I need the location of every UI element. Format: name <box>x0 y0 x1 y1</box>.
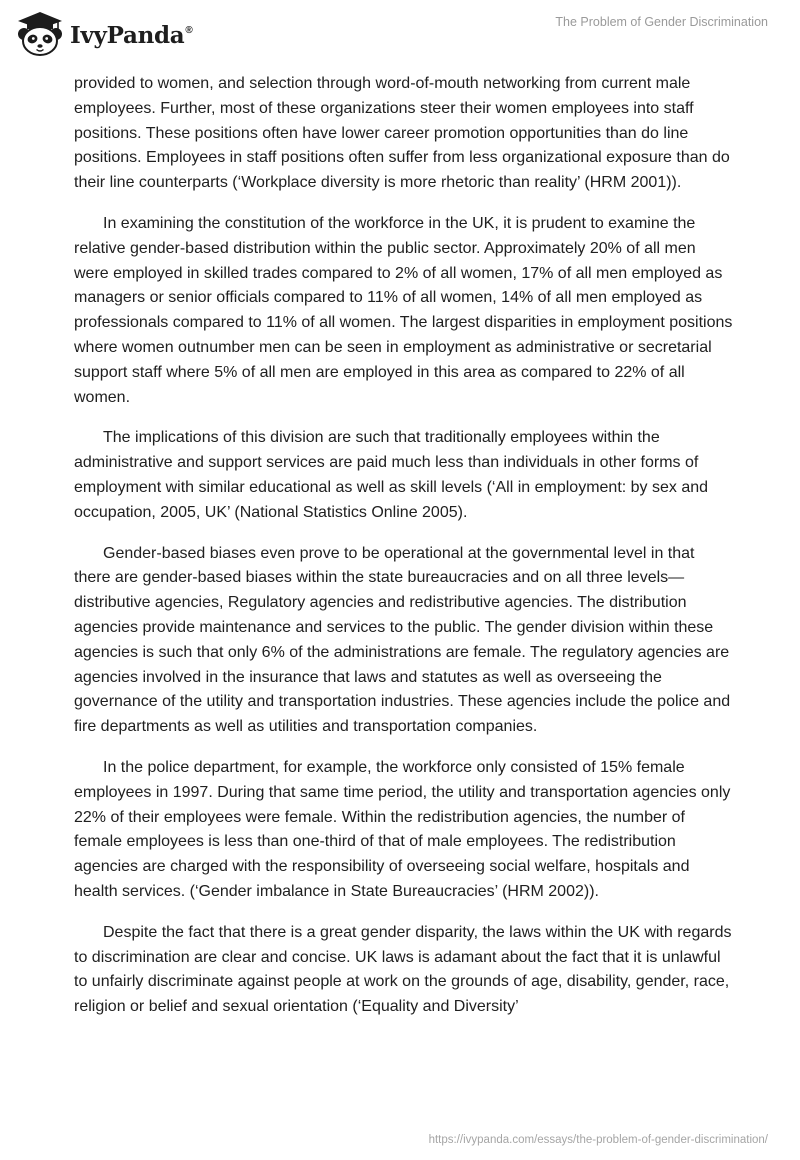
paragraph: provided to women, and selection through word-of-mouth networking from current male employees. Further, most of these organizations steer their women employees into staff positions. These positions often have lower career promotion opportunities than do line positions. Employees in staff positions often suffer from less organizational exposure than do their line counterparts (‘Workplace diversity is more rhetoric than reality’ (HRM 2001)). <box>74 75 730 192</box>
paragraph: In examining the constitution of the workforce in the UK, it is prudent to examine the relative gender-based distribution within the public sector. Approximately 20% of all men were employed in skilled trades compared to 2% of all women, 17% of all men employed as managers or senior officials compared to 11% of all women, 14% of all men employed as professionals compared to 11% of all women. The largest disparities in employment positions where women outnumber men can be seen in employment as administrative or secretarial support staff where 5% of all men are employed in this area as compared to 22% of all women. <box>74 214 733 406</box>
document-title: The Problem of Gender Discrimination <box>555 15 768 29</box>
paragraph: Gender-based biases even prove to be operational at the governmental level in that there are gender-based biases within the state bureaucracies and on all three levels—distributive agencies, Regulatory agencies and redistributive agencies. The distribution agencies provide maintenance and services to the public. The gender division within these agencies is such that only 6% of the administrations are female. The regulatory agencies are agencies involved in the insurance that laws and statutes as well as overseeing the governance of the utility and transportation industries. These agencies include the police and fire departments as well as utilities and transportation companies. <box>74 544 731 736</box>
paragraph: The implications of this division are such that traditionally employees within the administrative and support services are paid much less than individuals in other forms of employment with similar educational as well as skill levels (‘All in employment: by sex and occupation, 2005, UK’ (National Statistics Online 2005). <box>74 429 709 521</box>
registered-mark: ® <box>185 24 193 36</box>
logo-wordmark: IvyPanda® <box>70 21 193 49</box>
source-url[interactable]: https://ivypanda.com/essays/the-problem-of-gender-discrimination/ <box>428 1134 768 1146</box>
ivypanda-logo[interactable] <box>14 8 192 58</box>
paragraph: In the police department, for example, the workforce only consisted of 15% female employees in 1997. During that same time period, the utility and transportation agencies only 22% of their employees were female. Within the redistribution agencies, the number of female employees is less than one-third of that of male employees. The redistribution agencies are charged with the responsibility of overseeing social welfare, hospitals and health services. (‘Gender imbalance in State Bureaucracies’ (HRM 2002)). <box>74 758 731 900</box>
essay-body <box>74 72 734 1036</box>
paragraph: Despite the fact that there is a great gender disparity, the laws within the UK with regards to discrimination are clear and concise. UK laws is adamant about the fact that it is unlawful to unfairly discriminate against people at work on the grounds of age, disability, gender, race, religion or belief and sexual orientation (‘Equality and Diversity’ <box>74 923 732 1016</box>
page-header <box>0 0 800 70</box>
panda-graduate-icon <box>14 8 66 58</box>
